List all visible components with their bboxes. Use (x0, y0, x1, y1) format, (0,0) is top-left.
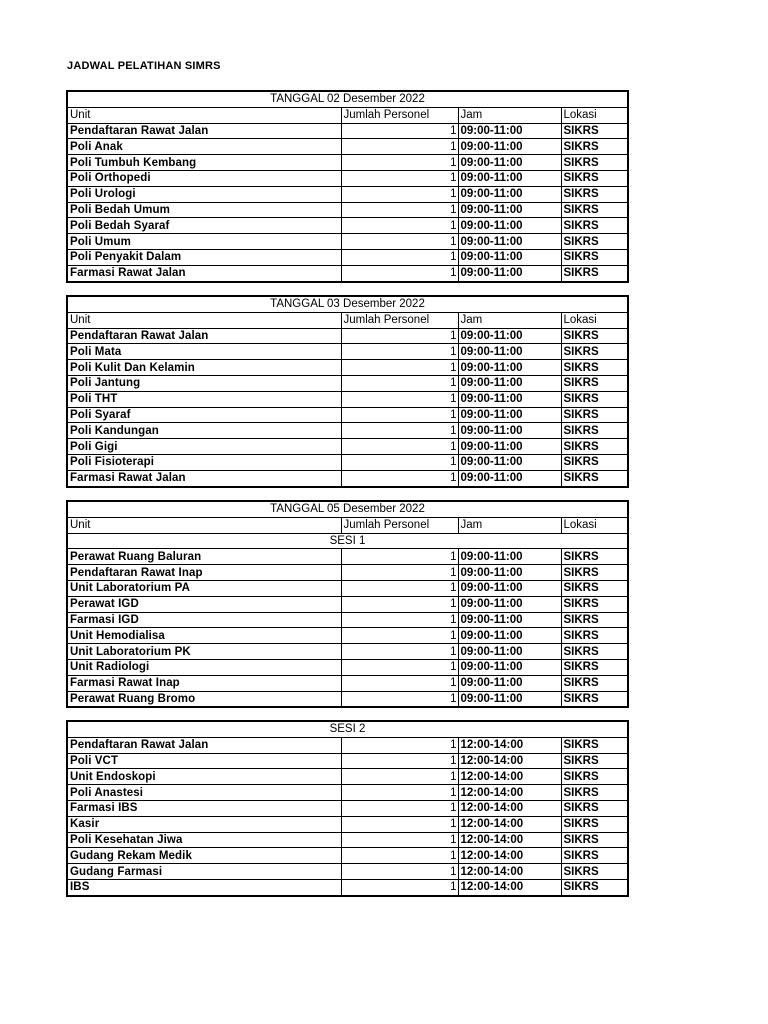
session-header: SESI 2 (67, 721, 628, 737)
unit-name-cell: Poli Kulit Dan Kelamin (67, 360, 341, 376)
unit-name-cell: Poli Bedah Umum (67, 202, 341, 218)
table-row (67, 391, 628, 407)
table-row (67, 218, 628, 234)
table-row (67, 202, 628, 218)
personnel-count-cell: 1 (341, 612, 458, 628)
location-cell: SIKRS (561, 234, 628, 250)
unit-name-cell: Poli Tumbuh Kembang (67, 155, 341, 171)
location-cell: SIKRS (561, 737, 628, 753)
unit-name-cell: Poli Syaraf (67, 407, 341, 423)
time-cell: 09:00-11:00 (458, 360, 561, 376)
document-title: JADWAL PELATIHAN SIMRS (67, 60, 221, 72)
time-cell: 09:00-11:00 (458, 202, 561, 218)
unit-name-cell: Kasir (67, 816, 341, 832)
table-row (67, 580, 628, 596)
column-header-personnel: Jumlah Personel (341, 312, 458, 328)
location-cell: SIKRS (561, 439, 628, 455)
table-row (67, 549, 628, 565)
personnel-count-cell: 1 (341, 864, 458, 880)
personnel-count-cell: 1 (341, 344, 458, 360)
unit-name-cell: Poli Penyakit Dalam (67, 249, 341, 265)
column-header-location: Lokasi (561, 312, 628, 328)
unit-name-cell: Pendaftaran Rawat Jalan (67, 328, 341, 344)
personnel-count-cell: 1 (341, 691, 458, 707)
unit-name-cell: Farmasi Rawat Jalan (67, 265, 341, 281)
personnel-count-cell: 1 (341, 423, 458, 439)
time-cell: 12:00-14:00 (458, 769, 561, 785)
unit-name-cell: Poli Jantung (67, 375, 341, 391)
table-row (67, 628, 628, 644)
time-cell: 12:00-14:00 (458, 816, 561, 832)
personnel-count-cell: 1 (341, 234, 458, 250)
column-header-unit: Unit (67, 312, 341, 328)
table-row (67, 737, 628, 753)
unit-name-cell: Pendaftaran Rawat Inap (67, 565, 341, 581)
personnel-count-cell: 1 (341, 848, 458, 864)
column-header-row (67, 107, 628, 123)
unit-name-cell: Poli Gigi (67, 439, 341, 455)
table-row (67, 265, 628, 281)
unit-name-cell: Perawat Ruang Bromo (67, 691, 341, 707)
table-row (67, 344, 628, 360)
unit-name-cell: Poli Kandungan (67, 423, 341, 439)
time-cell: 12:00-14:00 (458, 800, 561, 816)
session-header-row (67, 533, 628, 549)
time-cell: 09:00-11:00 (458, 344, 561, 360)
table-row (67, 186, 628, 202)
personnel-count-cell: 1 (341, 800, 458, 816)
personnel-count-cell: 1 (341, 580, 458, 596)
table-row (67, 675, 628, 691)
personnel-count-cell: 1 (341, 375, 458, 391)
personnel-count-cell: 1 (341, 769, 458, 785)
personnel-count-cell: 1 (341, 879, 458, 895)
personnel-count-cell: 1 (341, 549, 458, 565)
location-cell: SIKRS (561, 785, 628, 801)
time-cell: 09:00-11:00 (458, 234, 561, 250)
location-cell: SIKRS (561, 170, 628, 186)
unit-name-cell: Unit Hemodialisa (67, 628, 341, 644)
time-cell: 09:00-11:00 (458, 407, 561, 423)
personnel-count-cell: 1 (341, 249, 458, 265)
unit-name-cell: Gudang Rekam Medik (67, 848, 341, 864)
table-row (67, 139, 628, 155)
personnel-count-cell: 1 (341, 785, 458, 801)
personnel-count-cell: 1 (341, 628, 458, 644)
table-row (67, 800, 628, 816)
time-cell: 09:00-11:00 (458, 565, 561, 581)
table-row (67, 375, 628, 391)
table-row (67, 407, 628, 423)
unit-name-cell: Poli Anak (67, 139, 341, 155)
unit-name-cell: Perawat IGD (67, 596, 341, 612)
schedule-table-dec-05-session-2 (66, 720, 629, 897)
personnel-count-cell: 1 (341, 644, 458, 660)
location-cell: SIKRS (561, 644, 628, 660)
time-cell: 09:00-11:00 (458, 170, 561, 186)
personnel-count-cell: 1 (341, 391, 458, 407)
table-row (67, 816, 628, 832)
session-header-row (67, 721, 628, 737)
unit-name-cell: Unit Endoskopi (67, 769, 341, 785)
personnel-count-cell: 1 (341, 265, 458, 281)
table-row (67, 454, 628, 470)
session-header: SESI 1 (67, 533, 628, 549)
personnel-count-cell: 1 (341, 737, 458, 753)
unit-name-cell: Pendaftaran Rawat Jalan (67, 123, 341, 139)
unit-name-cell: Perawat Ruang Baluran (67, 549, 341, 565)
table-row (67, 170, 628, 186)
location-cell: SIKRS (561, 344, 628, 360)
time-cell: 09:00-11:00 (458, 659, 561, 675)
time-cell: 09:00-11:00 (458, 580, 561, 596)
schedule-table-dec-03 (66, 295, 629, 488)
location-cell: SIKRS (561, 186, 628, 202)
personnel-count-cell: 1 (341, 407, 458, 423)
personnel-count-cell: 1 (341, 470, 458, 486)
time-cell: 09:00-11:00 (458, 328, 561, 344)
table-row (67, 691, 628, 707)
column-header-row (67, 517, 628, 533)
table-row (67, 249, 628, 265)
location-cell: SIKRS (561, 391, 628, 407)
location-cell: SIKRS (561, 423, 628, 439)
time-cell: 09:00-11:00 (458, 391, 561, 407)
personnel-count-cell: 1 (341, 202, 458, 218)
column-header-time: Jam (458, 517, 561, 533)
unit-name-cell: Poli Orthopedi (67, 170, 341, 186)
table-row (67, 439, 628, 455)
schedule-table-dec-02 (66, 90, 629, 283)
personnel-count-cell: 1 (341, 123, 458, 139)
unit-name-cell: Farmasi IBS (67, 800, 341, 816)
unit-name-cell: IBS (67, 879, 341, 895)
personnel-count-cell: 1 (341, 170, 458, 186)
personnel-count-cell: 1 (341, 454, 458, 470)
date-header-row (67, 91, 628, 107)
time-cell: 09:00-11:00 (458, 423, 561, 439)
location-cell: SIKRS (561, 628, 628, 644)
column-header-personnel: Jumlah Personel (341, 517, 458, 533)
personnel-count-cell: 1 (341, 139, 458, 155)
column-header-unit: Unit (67, 517, 341, 533)
unit-name-cell: Unit Laboratorium PK (67, 644, 341, 660)
date-header: TANGGAL 05 Desember 2022 (67, 501, 628, 517)
time-cell: 12:00-14:00 (458, 848, 561, 864)
time-cell: 09:00-11:00 (458, 139, 561, 155)
date-header: TANGGAL 03 Desember 2022 (67, 296, 628, 312)
time-cell: 09:00-11:00 (458, 155, 561, 171)
personnel-count-cell: 1 (341, 832, 458, 848)
location-cell: SIKRS (561, 769, 628, 785)
column-header-location: Lokasi (561, 517, 628, 533)
unit-name-cell: Farmasi Rawat Inap (67, 675, 341, 691)
unit-name-cell: Poli Kesehatan Jiwa (67, 832, 341, 848)
table-row (67, 155, 628, 171)
location-cell: SIKRS (561, 328, 628, 344)
personnel-count-cell: 1 (341, 439, 458, 455)
location-cell: SIKRS (561, 864, 628, 880)
location-cell: SIKRS (561, 753, 628, 769)
personnel-count-cell: 1 (341, 675, 458, 691)
location-cell: SIKRS (561, 675, 628, 691)
unit-name-cell: Poli VCT (67, 753, 341, 769)
time-cell: 12:00-14:00 (458, 737, 561, 753)
unit-name-cell: Unit Radiologi (67, 659, 341, 675)
location-cell: SIKRS (561, 848, 628, 864)
time-cell: 12:00-14:00 (458, 785, 561, 801)
date-header: TANGGAL 02 Desember 2022 (67, 91, 628, 107)
unit-name-cell: Pendaftaran Rawat Jalan (67, 737, 341, 753)
location-cell: SIKRS (561, 218, 628, 234)
table-row (67, 864, 628, 880)
table-row (67, 123, 628, 139)
time-cell: 09:00-11:00 (458, 123, 561, 139)
personnel-count-cell: 1 (341, 155, 458, 171)
table-row (67, 785, 628, 801)
location-cell: SIKRS (561, 454, 628, 470)
unit-name-cell: Poli Umum (67, 234, 341, 250)
table-row (67, 360, 628, 376)
time-cell: 09:00-11:00 (458, 596, 561, 612)
location-cell: SIKRS (561, 123, 628, 139)
personnel-count-cell: 1 (341, 328, 458, 344)
column-header-location: Lokasi (561, 107, 628, 123)
unit-name-cell: Farmasi IGD (67, 612, 341, 628)
personnel-count-cell: 1 (341, 218, 458, 234)
table-row (67, 234, 628, 250)
location-cell: SIKRS (561, 375, 628, 391)
unit-name-cell: Poli Anastesi (67, 785, 341, 801)
location-cell: SIKRS (561, 470, 628, 486)
table-row (67, 328, 628, 344)
location-cell: SIKRS (561, 549, 628, 565)
location-cell: SIKRS (561, 407, 628, 423)
table-row (67, 644, 628, 660)
table-row (67, 470, 628, 486)
time-cell: 09:00-11:00 (458, 549, 561, 565)
table-row (67, 612, 628, 628)
time-cell: 09:00-11:00 (458, 628, 561, 644)
table-row (67, 848, 628, 864)
time-cell: 09:00-11:00 (458, 612, 561, 628)
personnel-count-cell: 1 (341, 596, 458, 612)
location-cell: SIKRS (561, 155, 628, 171)
time-cell: 12:00-14:00 (458, 832, 561, 848)
personnel-count-cell: 1 (341, 659, 458, 675)
time-cell: 09:00-11:00 (458, 470, 561, 486)
schedule-table-dec-05-session-1 (66, 500, 629, 708)
column-header-time: Jam (458, 312, 561, 328)
column-header-time: Jam (458, 107, 561, 123)
time-cell: 09:00-11:00 (458, 218, 561, 234)
unit-name-cell: Poli Fisioterapi (67, 454, 341, 470)
time-cell: 09:00-11:00 (458, 249, 561, 265)
location-cell: SIKRS (561, 580, 628, 596)
time-cell: 09:00-11:00 (458, 439, 561, 455)
date-header-row (67, 296, 628, 312)
location-cell: SIKRS (561, 360, 628, 376)
location-cell: SIKRS (561, 832, 628, 848)
location-cell: SIKRS (561, 612, 628, 628)
table-row (67, 565, 628, 581)
time-cell: 09:00-11:00 (458, 691, 561, 707)
time-cell: 12:00-14:00 (458, 879, 561, 895)
column-header-personnel: Jumlah Personel (341, 107, 458, 123)
table-row (67, 423, 628, 439)
unit-name-cell: Gudang Farmasi (67, 864, 341, 880)
unit-name-cell: Poli Mata (67, 344, 341, 360)
table-row (67, 753, 628, 769)
time-cell: 12:00-14:00 (458, 753, 561, 769)
table-row (67, 659, 628, 675)
column-header-row (67, 312, 628, 328)
unit-name-cell: Unit Laboratorium PA (67, 580, 341, 596)
time-cell: 09:00-11:00 (458, 454, 561, 470)
personnel-count-cell: 1 (341, 360, 458, 376)
location-cell: SIKRS (561, 265, 628, 281)
time-cell: 09:00-11:00 (458, 644, 561, 660)
unit-name-cell: Poli THT (67, 391, 341, 407)
time-cell: 09:00-11:00 (458, 675, 561, 691)
location-cell: SIKRS (561, 800, 628, 816)
location-cell: SIKRS (561, 565, 628, 581)
location-cell: SIKRS (561, 596, 628, 612)
table-row (67, 879, 628, 895)
location-cell: SIKRS (561, 139, 628, 155)
personnel-count-cell: 1 (341, 186, 458, 202)
personnel-count-cell: 1 (341, 816, 458, 832)
time-cell: 09:00-11:00 (458, 375, 561, 391)
table-row (67, 832, 628, 848)
unit-name-cell: Poli Bedah Syaraf (67, 218, 341, 234)
unit-name-cell: Poli Urologi (67, 186, 341, 202)
location-cell: SIKRS (561, 202, 628, 218)
location-cell: SIKRS (561, 659, 628, 675)
time-cell: 09:00-11:00 (458, 186, 561, 202)
column-header-unit: Unit (67, 107, 341, 123)
time-cell: 12:00-14:00 (458, 864, 561, 880)
personnel-count-cell: 1 (341, 753, 458, 769)
date-header-row (67, 501, 628, 517)
personnel-count-cell: 1 (341, 565, 458, 581)
location-cell: SIKRS (561, 249, 628, 265)
table-row (67, 596, 628, 612)
location-cell: SIKRS (561, 879, 628, 895)
location-cell: SIKRS (561, 691, 628, 707)
table-row (67, 769, 628, 785)
location-cell: SIKRS (561, 816, 628, 832)
unit-name-cell: Farmasi Rawat Jalan (67, 470, 341, 486)
time-cell: 09:00-11:00 (458, 265, 561, 281)
